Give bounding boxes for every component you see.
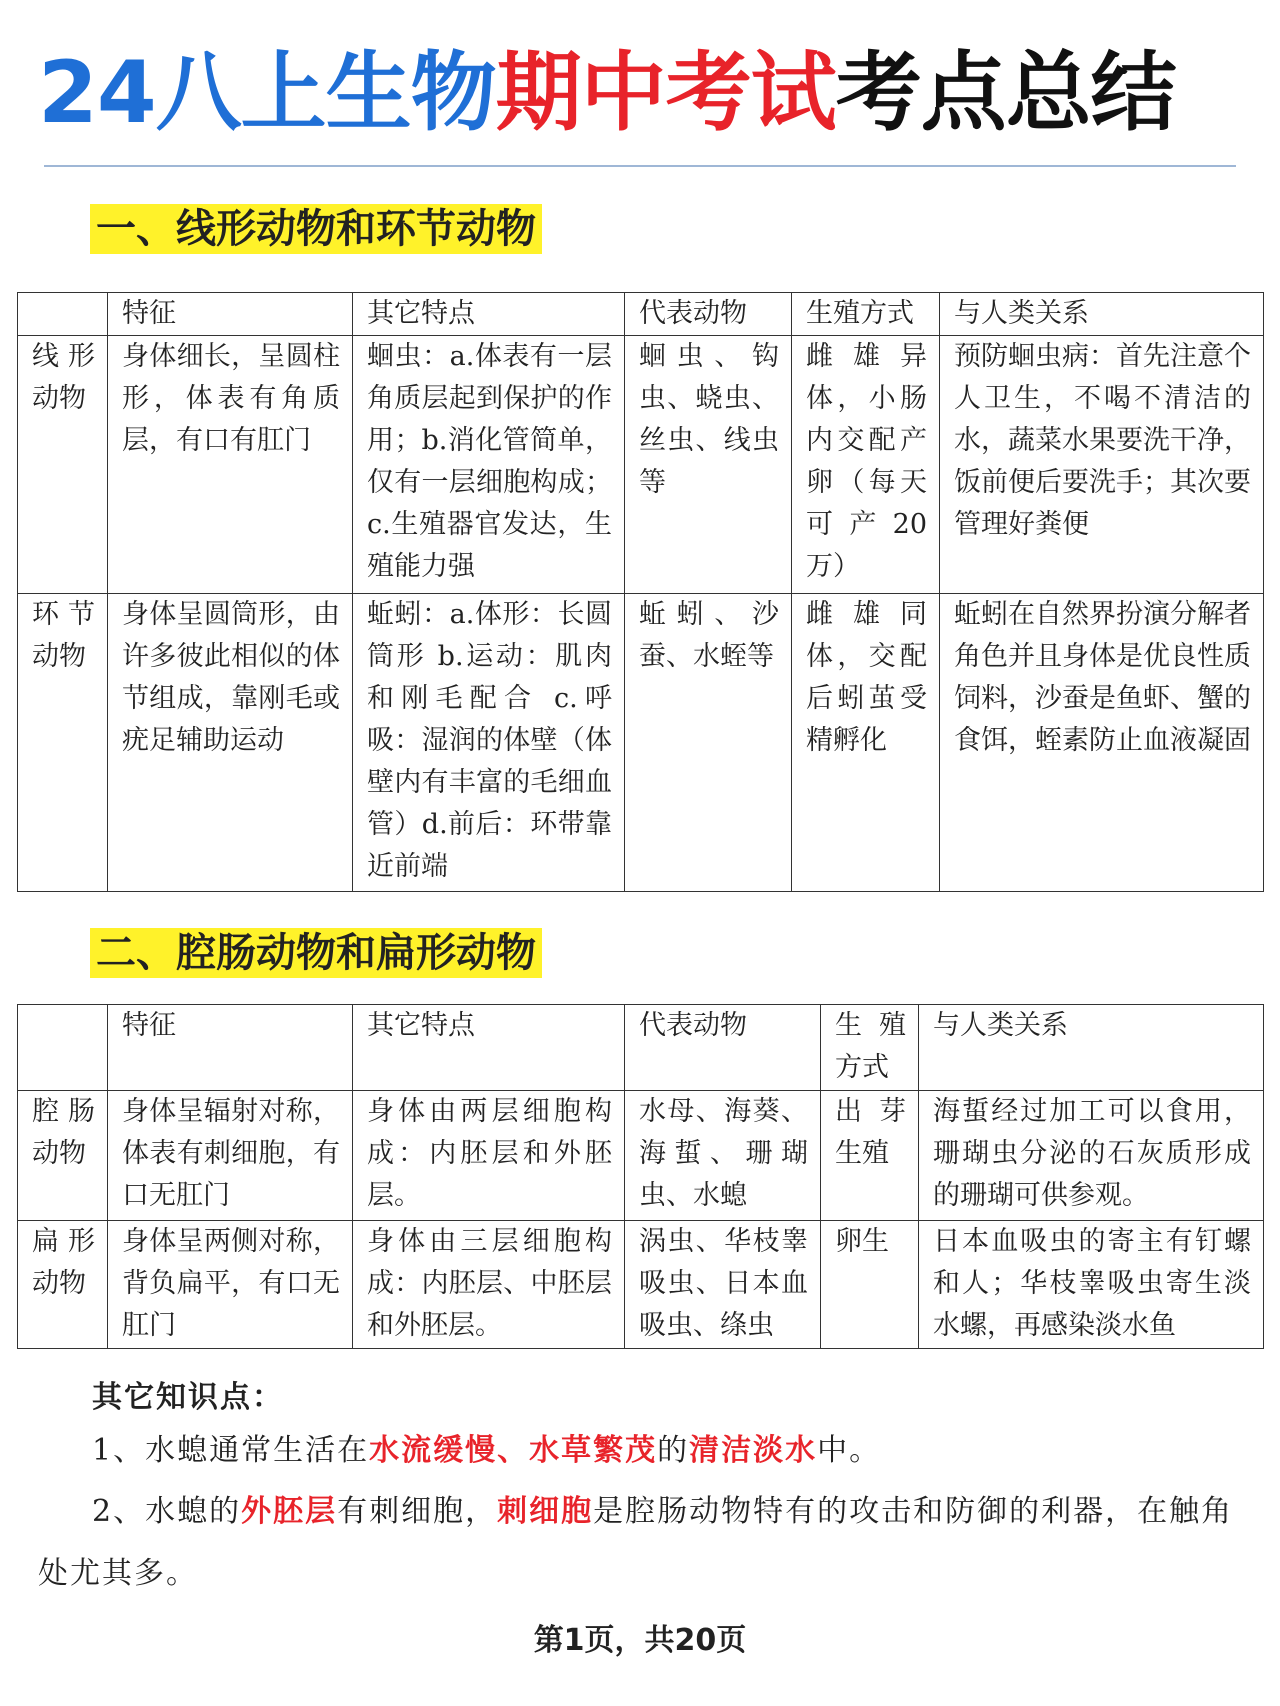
table-cell: 蚯蚓在自然界扮演分解者角色并且身体是优良性质饲料，沙蚕是鱼虾、蟹的食饵，蛭素防止血液凝固 — [940, 594, 1264, 892]
table-cell: 日本血吸虫的寄主有钉螺和人；华枝睾吸虫寄生淡水螺，再感染淡水鱼 — [919, 1221, 1264, 1349]
table-cell: 涡虫、华枝睾吸虫、日本血吸虫、绦虫 — [625, 1221, 821, 1349]
table-cell: 雌雄同体，交配后蚓茧受精孵化 — [792, 594, 940, 892]
table-cell: 身体呈辐射对称，体表有刺细胞，有口无肛门 — [108, 1091, 353, 1221]
table-cell: 预防蛔虫病：首先注意个人卫生，不喝不清洁的水，蔬菜水果要洗干净，饭前便后要洗手；其次要管理好粪便 — [940, 336, 1264, 594]
header-cell: 与人类关系 — [919, 1005, 1264, 1091]
header-cell — [18, 293, 108, 336]
highlight-text: 外胚层 — [241, 1494, 338, 1529]
knowledge-point-2 — [38, 1481, 1250, 1605]
text-run: 是腔肠动物特有的攻击和防御的利器，在触角处尤其多。 — [38, 1494, 1234, 1591]
header-cell: 生殖方式 — [821, 1005, 919, 1091]
header-cell: 其它特点 — [353, 1005, 625, 1091]
highlight-text: 刺细胞 — [497, 1494, 594, 1529]
table-cell: 身体由三层细胞构成：内胚层、中胚层和外胚层。 — [353, 1221, 625, 1349]
highlight-text: 水流缓慢、水草繁茂 — [369, 1433, 658, 1468]
table-cell: 身体呈两侧对称，背负扁平，有口无肛门 — [108, 1221, 353, 1349]
text-run: 有刺细胞， — [337, 1494, 498, 1529]
table-row — [18, 1091, 1264, 1221]
table-cell: 雌雄异体，小肠内交配产卵（每天可产20万） — [792, 336, 940, 594]
title-part-blue: 24八上生物 — [38, 43, 496, 143]
row-label-cell: 线形动物 — [18, 336, 108, 594]
table-cell: 海蜇经过加工可以食用，珊瑚虫分泌的石灰质形成的珊瑚可供参观。 — [919, 1091, 1264, 1221]
title-part-black: 考点总结 — [835, 43, 1176, 143]
table-row — [18, 336, 1264, 594]
header-cell: 生殖方式 — [792, 293, 940, 336]
knowledge-point-1 — [38, 1420, 1250, 1482]
text-run: 1、水螅通常生活在 — [92, 1433, 370, 1468]
row-label-cell: 腔肠动物 — [18, 1091, 108, 1221]
section2-heading: 二、腔肠动物和扁形动物 — [90, 928, 542, 978]
header-cell: 代表动物 — [625, 293, 792, 336]
table-cell: 蛔虫：a.体表有一层角质层起到保护的作用；b.消化管简单，仅有一层细胞构成；c.生殖器官发达，生殖能力强 — [353, 336, 625, 594]
highlight-text: 清洁淡水 — [689, 1433, 818, 1468]
section1-table — [17, 292, 1264, 892]
table-cell: 水母、海葵、海蜇、珊瑚虫、水螅 — [625, 1091, 821, 1221]
header-cell: 与人类关系 — [940, 293, 1264, 336]
header-cell: 其它特点 — [353, 293, 625, 336]
table-cell: 蚯蚓、沙蚕、水蛭等 — [625, 594, 792, 892]
header-cell: 特征 — [108, 1005, 353, 1091]
page-title — [38, 38, 1248, 148]
text-run: 中。 — [817, 1433, 882, 1468]
table-cell: 身体呈圆筒形，由许多彼此相似的体节组成，靠刚毛或疣足辅助运动 — [108, 594, 353, 892]
table-header-row — [18, 1005, 1264, 1091]
table-cell: 蛔虫、钩虫、蛲虫、丝虫、线虫等 — [625, 336, 792, 594]
table-row — [18, 594, 1264, 892]
section2-table — [17, 1004, 1264, 1349]
header-cell: 代表动物 — [625, 1005, 821, 1091]
table-cell: 身体细长，呈圆柱形，体表有角质层，有口有肛门 — [108, 336, 353, 594]
table-cell: 出芽生殖 — [821, 1091, 919, 1221]
table-row — [18, 1221, 1264, 1349]
row-label-cell: 扁形动物 — [18, 1221, 108, 1349]
table-cell: 身体由两层细胞构成：内胚层和外胚层。 — [353, 1091, 625, 1221]
title-part-red: 期中考试 — [495, 43, 836, 143]
text-run: 的 — [657, 1433, 690, 1468]
header-cell — [18, 1005, 108, 1091]
table-header-row — [18, 293, 1264, 336]
title-divider — [44, 165, 1236, 167]
text-run: 2、水螅的 — [92, 1494, 242, 1529]
section1-heading: 一、线形动物和环节动物 — [90, 204, 542, 254]
table-cell: 卵生 — [821, 1221, 919, 1349]
row-label-cell: 环节动物 — [18, 594, 108, 892]
other-points-label: 其它知识点： — [92, 1380, 284, 1415]
table-cell: 蚯蚓：a.体形：长圆筒形 b.运动：肌肉和刚毛配合 c.呼吸：湿润的体壁（体壁内有丰富的毛细血管）d.前后：环带靠近前端 — [353, 594, 625, 892]
header-cell: 特征 — [108, 293, 353, 336]
page-number: 第1页，共20页 — [533, 1623, 747, 1658]
